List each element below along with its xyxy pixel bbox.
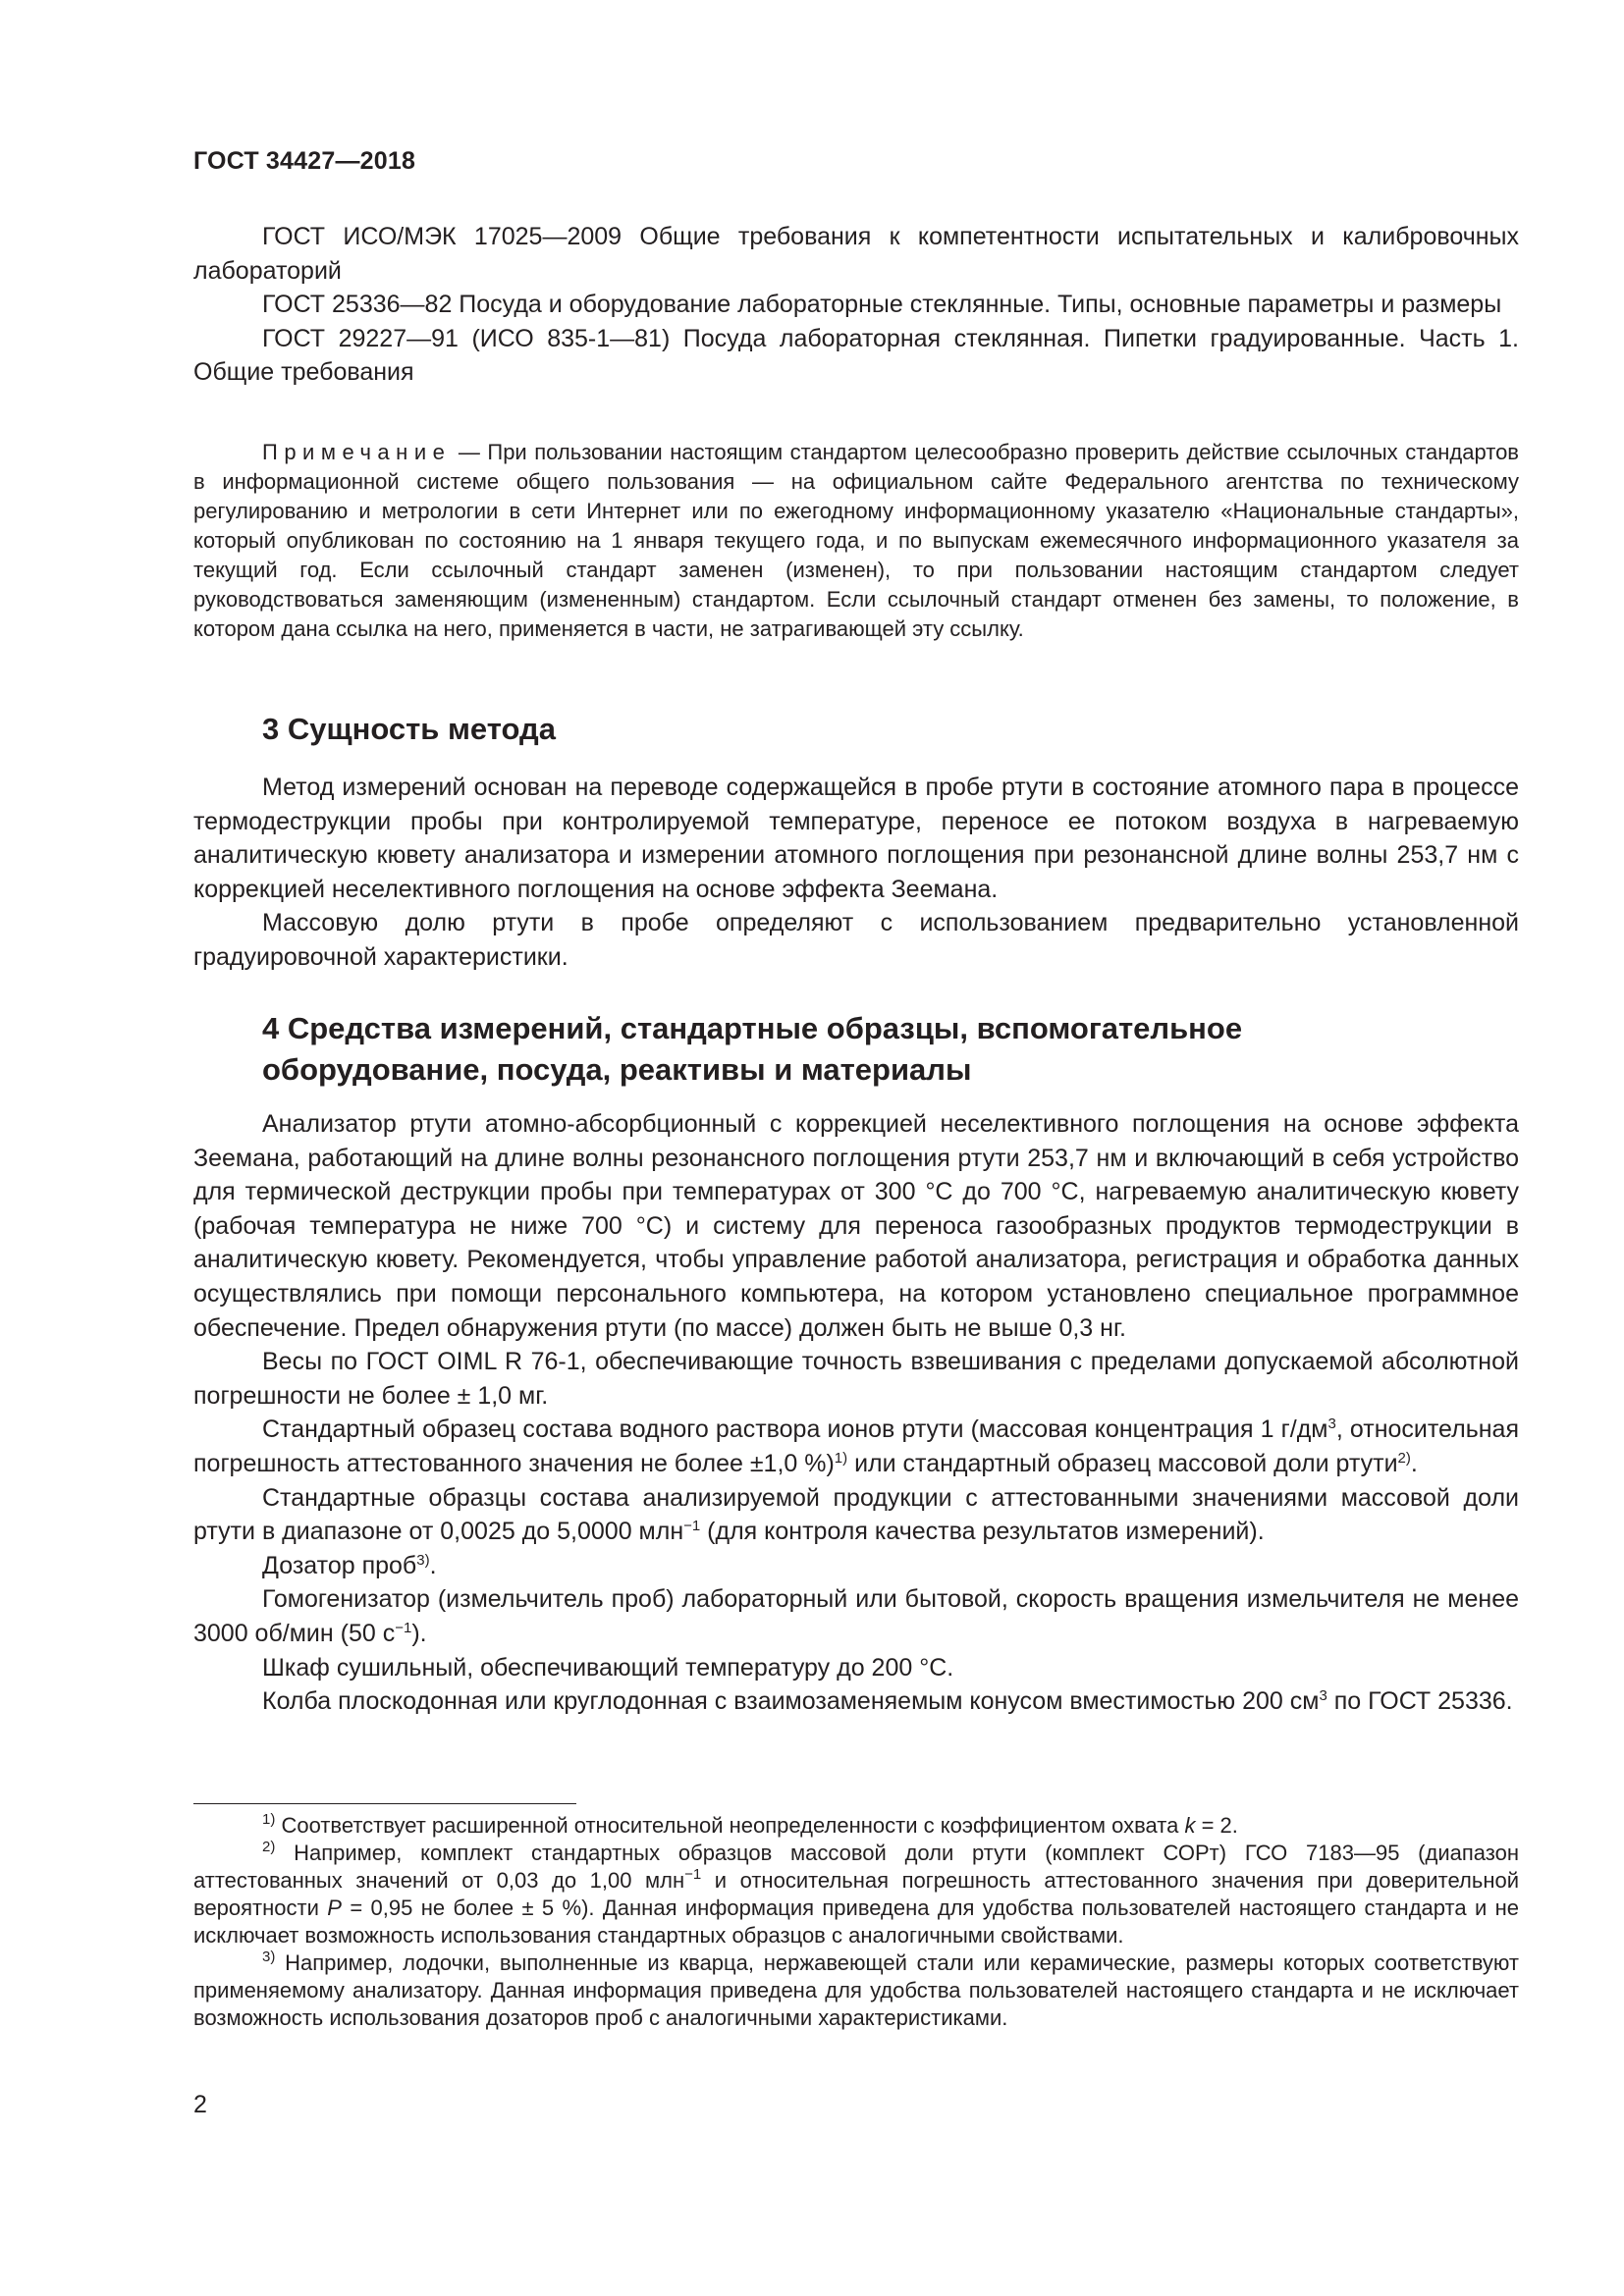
paragraph: Дозатор проб$^{3)}$. — [262, 1551, 437, 1579]
page-number: 2 — [193, 2091, 207, 2118]
paragraph: Анализатор ртути атомно-абсорбционный с коррекцией неселективного поглощения на основе эффекта Зеемана, работающий на длине волны резонансного поглощения ртути 253,7 нм и включающий в себя устройство для термической деструкции пробы при температурах от 300 °С до 700 °С, нагреваемую аналитическую кювету (рабочая температура не ниже 700 °С) и систему для переноса газообразных продуктов термодеструкции в аналитическую кювету. Рекомендуется, чтобы управление работой анализатора, регистрация и обработка данных осуществлялись при помощи персонального компьютера, на котором установлено специальное программное обеспечение. Предел обнаружения ртути (по массе) должен быть не выше 0,3 нг. — [193, 1110, 1519, 1342]
paragraph: Весы по ГОСТ OIML R 76-1, обеспечивающие точность взвешивания с пределами допускаемой абсолютной погрешности не более ± 1,0 мг. — [193, 1348, 1519, 1410]
footnote-divider — [193, 1803, 576, 1804]
section-3-title: 3 Сущность метода — [262, 712, 556, 746]
reference-item: ГОСТ 25336—82 Посуда и оборудование лабораторные стеклянные. Типы, основные параметры и размеры — [262, 291, 1502, 319]
paragraph: Метод измерений основан на переводе содержащейся в пробе ртути в состояние атомного пара в процессе термодеструкции пробы при контролируемой температуре, переносе ее потоком воздуха в нагреваемую аналитическую кювету анализатора и измерении атомного поглощения при резонансной длине волны 253,7 нм с коррекцией неселективного поглощения на основе эффекта Зеемана. — [193, 774, 1519, 903]
footnote-1: $^{1)}$ Соответствует расширенной относительной неопределенности с коэффициентом охвата k = 2. — [262, 1811, 1238, 1838]
section-4-title: 4 Средства измерений, стандартные образцы, вспомогательное оборудование, посуда, реактивы и материалы — [262, 1011, 1243, 1087]
superscript: 3 — [1319, 1687, 1327, 1705]
paragraph: Стандартные образцы состава анализируемой продукции с аттестованными значениями массовой доли ртути в диапазоне от 0,0025 до 5,0000 млн$^{-1}$ (для контроля качества результатов измерений). — [193, 1483, 1519, 1546]
footnote-3: $^{3)}$ Например, лодочки, выполненные из кварца, нержавеющей стали или керамические, размеры которых соответствуют применяемому анализатору. Данная информация приведена для удобства пользователей настоящего стандарта и не исключает возможность использования дозаторов проб с аналогичными характеристиками. — [193, 1949, 1519, 2030]
document-header: ГОСТ 34427—2018 — [193, 147, 416, 175]
reference-item: ГОСТ ИСО/МЭК 17025—2009 Общие требования к компетентности испытательных и калибровочных лабораторий — [193, 223, 1519, 285]
section-3-body — [193, 771, 1519, 975]
note-text: — При пользовании настоящим стандартом целесообразно проверить действие ссылочных стандартов в информационной системе общего пользования — на официальном сайте Федерального агентства по техническому регулированию и метрологии в сети Интернет или по ежегодному информационному указателю «Национальные стандарты», который опубликован по состоянию на 1 января текущего года, и по выпускам ежемесячного информационного указателя за текущий год. Если ссылочный стандарт заменен (изменен), то при пользовании настоящим стандартом следует руководствоваться заменяющим (измененным) стандартом. Если ссылочный стандарт отменен без замены, то положение, в котором дана ссылка на него, применяется в части, не затрагивающей эту ссылку. — [193, 440, 1519, 641]
paragraph: Гомогенизатор (измельчитель проб) лабораторный или бытовой, скорость вращения измельчителя не менее 3000 об/мин (50 $с^{-1}$). — [193, 1585, 1519, 1647]
footnote-ref: 2) — [1397, 1449, 1411, 1467]
footnote-2: $^{2)}$ Например, комплект стандартных образцов массовой доли ртути (комплект СОРт) ГСО 7183—95 (диапазон аттестованных значений от 0,03 до 1,00 млн$^{-1}$ и относительная погрешность аттестованного значения при доверительной вероятности Р = 0,95 не более ± 5 %). Данная информация приведена для удобства пользователей настоящего стандарта и не исключает возможность использования стандартных образцов с аналогичными свойствами. — [193, 1839, 1519, 1948]
paragraph: Стандартный образец состава водного раствора ионов ртути (массовая концентрация 1 $г/дм^3$, относительная погрешность аттестованного значения не более ±1,0 %)$^{1)}$ или стандартный образец массовой доли ртути$^{2)}$. — [193, 1415, 1519, 1477]
paragraph: Шкаф сушильный, обеспечивающий температуру до 200 °С. — [262, 1653, 954, 1682]
normative-references — [193, 220, 1519, 390]
superscript: 3 — [1327, 1415, 1336, 1433]
note-paragraph — [193, 438, 1519, 644]
reference-item: ГОСТ 29227—91 (ИСО 835-1—81) Посуда лабораторная стеклянная. Пипетки градуированные. Часть 1. Общие требования — [193, 324, 1519, 387]
superscript: −1 — [395, 1619, 412, 1636]
superscript: −1 — [683, 1518, 701, 1535]
note-label: Примечание — [262, 440, 452, 464]
footnote-ref: 3) — [416, 1551, 430, 1569]
section-4-body — [193, 1107, 1519, 1719]
footnote-ref: 1) — [834, 1449, 848, 1467]
paragraph: Массовую долю ртути в пробе определяют с использованием предварительно установленной градуировочной характеристики. — [193, 909, 1519, 971]
paragraph: Колба плоскодонная или круглодонная с взаимозаменяемым конусом вместимостью 200 $см^3$ по ГОСТ 25336. — [262, 1687, 1513, 1716]
footnotes — [193, 1812, 1519, 2032]
